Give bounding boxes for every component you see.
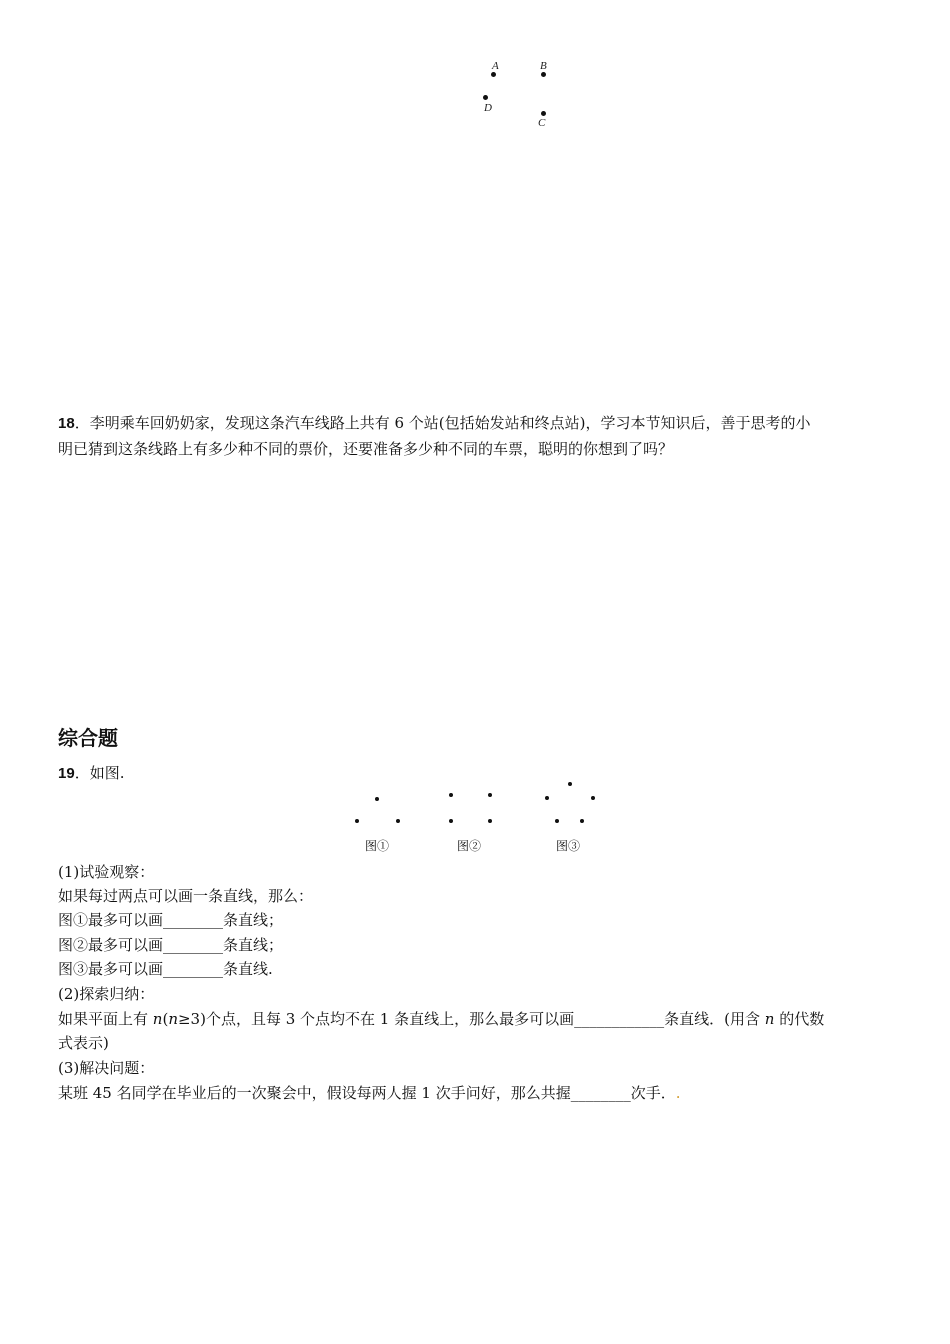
fill3-suffix: 条直线. xyxy=(223,960,273,978)
q19-intro-text: ．如图. xyxy=(74,764,125,782)
point-c xyxy=(541,111,546,116)
fig1-point xyxy=(375,797,379,801)
q19-part2-line1 xyxy=(58,1008,898,1029)
q19-fill1 xyxy=(58,909,283,930)
fig3-point xyxy=(545,796,549,800)
part2-d: 条直线．(用含 xyxy=(664,1010,765,1028)
fill3-prefix: 图③最多可以画 xyxy=(58,960,164,978)
fig3-caption: 图③ xyxy=(556,839,581,853)
fig2-caption: 图② xyxy=(457,839,482,853)
answer-blank-2[interactable]: ________ xyxy=(163,936,224,954)
var-n: n xyxy=(764,1010,775,1028)
part2-a: 如果平面上有 xyxy=(58,1010,153,1028)
label-b: B xyxy=(540,60,547,72)
fig2-point xyxy=(488,793,492,797)
q19-part1-title: (1)试验观察： xyxy=(58,863,155,881)
answer-blank-3[interactable]: ________ xyxy=(163,960,224,978)
fill1-suffix: 条直线； xyxy=(223,911,284,929)
fig3-point xyxy=(591,796,595,800)
q19-part2-title: (2)探索归纳： xyxy=(58,985,155,1003)
point-b xyxy=(541,72,546,77)
fill2-prefix: 图②最多可以画 xyxy=(58,936,164,954)
answer-blank-4[interactable]: ____________ xyxy=(574,1010,665,1028)
q19-fill2 xyxy=(58,934,283,955)
fig2-point xyxy=(449,819,453,823)
part3-prefix: 某班 45 名同学在毕业后的一次聚会中，假设每两人握 1 次手问好，那么共握 xyxy=(58,1084,571,1102)
answer-blank-5[interactable]: ________ xyxy=(570,1084,631,1102)
q18-line2: 明已猜到这条线路上有多少种不同的票价，还要准备多少种不同的车票，聪明的你想到了吗？ xyxy=(58,439,674,458)
part3-suffix: 次手． xyxy=(630,1084,676,1102)
q19-part2-line2: 式表示) xyxy=(58,1034,109,1052)
label-d: D xyxy=(484,102,492,114)
fig2-point xyxy=(449,793,453,797)
fig1-point xyxy=(396,819,400,823)
answer-blank-1[interactable]: ________ xyxy=(163,911,224,929)
q19-fill3 xyxy=(58,958,273,979)
fill1-prefix: 图①最多可以画 xyxy=(58,911,164,929)
q19-part3-title: (3)解决问题： xyxy=(58,1059,155,1077)
part2-b: ( xyxy=(162,1010,169,1028)
question-18 xyxy=(58,411,898,461)
q19-intro xyxy=(58,762,124,783)
q18-line1 xyxy=(58,411,898,437)
part3-mark: . xyxy=(675,1084,681,1102)
q18-number: 18 xyxy=(58,415,75,432)
q19-number: 19 xyxy=(58,765,75,782)
point-d xyxy=(483,95,488,100)
var-n: n xyxy=(168,1010,178,1028)
part2-c: ≥3)个点，且每 3 个点均不在 1 条直线上，那么最多可以画 xyxy=(177,1010,575,1028)
fig3-point xyxy=(555,819,559,823)
q19-part1-desc: 如果每过两点可以画一条直线，那么： xyxy=(58,887,314,905)
fig2-point xyxy=(488,819,492,823)
fig3-point xyxy=(568,782,572,786)
fig1-caption: 图① xyxy=(365,839,390,853)
fill2-suffix: 条直线； xyxy=(223,936,284,954)
q19-part3-text xyxy=(58,1082,681,1103)
var-n: n xyxy=(152,1010,163,1028)
label-a: A xyxy=(492,60,499,72)
q18-text1: ．李明乘车回奶奶家，发现这条汽车线路上共有 6 个站(包括始发站和终点站)，学习本节知识后，善于思考的小 xyxy=(74,414,811,432)
section-title: 综合题 xyxy=(58,726,118,750)
point-a xyxy=(491,72,496,77)
part2-e: 的代数 xyxy=(774,1010,825,1028)
fig1-point xyxy=(355,819,359,823)
label-c: C xyxy=(538,117,546,129)
fig3-point xyxy=(580,819,584,823)
